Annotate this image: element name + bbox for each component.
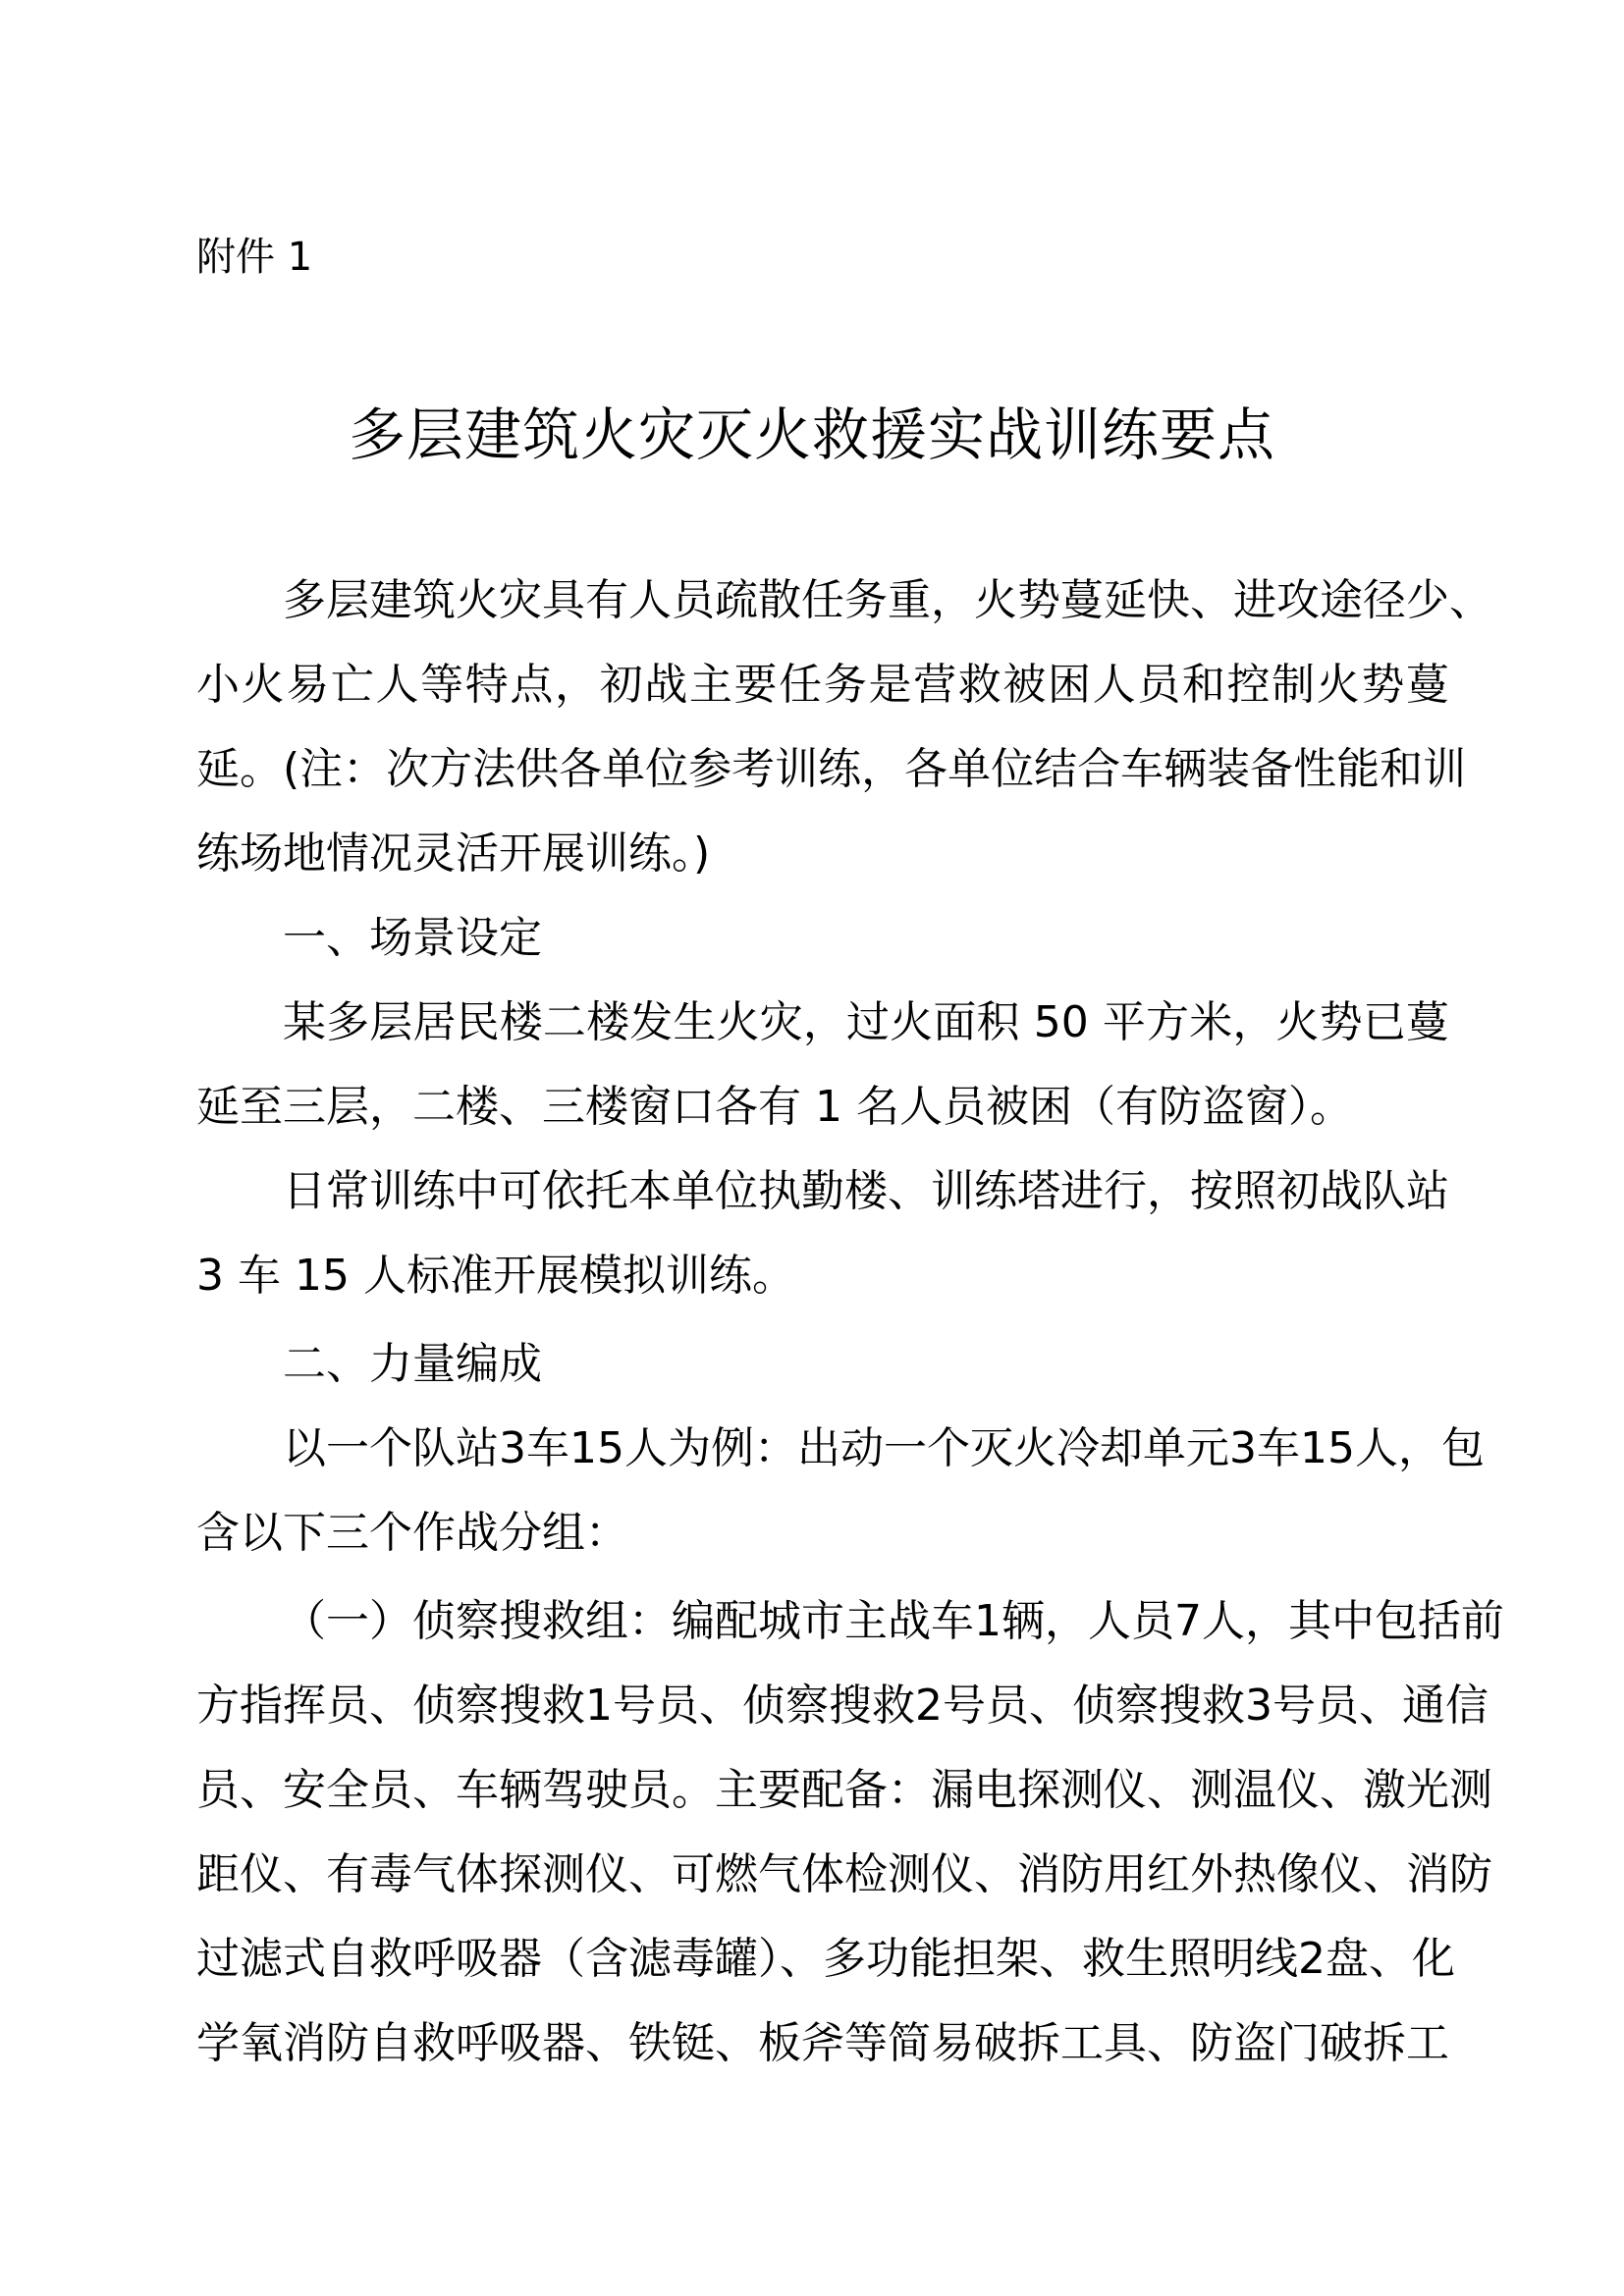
section-heading-forces: [196, 1322, 1449, 1407]
text-line: 延。(注：次方法供各单位参考训练，各单位结合车辆装备性能和训: [196, 744, 1467, 794]
text-line: 方指挥员、侦察搜救1号员、侦察搜救2号员、侦察搜救3号员、通信: [196, 1681, 1489, 1731]
text-line: 过滤式自救呼吸器（含滤毒罐）、多功能担架、救生照明线2盘、化: [196, 1934, 1455, 1984]
scenario-paragraph: [196, 981, 1449, 1149]
text-line: 以一个队站3车15人为例：出动一个灭火冷却单元3车15人，包: [283, 1423, 1485, 1473]
text-line: 某多层居民楼二楼发生火灾，过火面积 50 平方米，火势已蔓: [283, 997, 1449, 1047]
text-line: 3 车 15 人标准开展模拟训练。: [196, 1251, 795, 1301]
text-line: 距仪、有毒气体探测仪、可燃气体检测仪、消防用红外热像仪、消防: [196, 1849, 1492, 1899]
text-line: 一、场景设定: [283, 913, 542, 963]
attachment-label: 附件 1: [196, 235, 313, 280]
text-line: 练场地情况灵活开展训练。): [196, 828, 711, 879]
section-heading-scenario: [196, 896, 1449, 981]
text-line: 日常训练中可依托本单位执勤楼、训练塔进行，按照初战队站: [283, 1166, 1449, 1216]
text-line: 小火易亡人等特点，初战主要任务是营救被困人员和控制火势蔓: [196, 660, 1449, 710]
text-line: 二、力量编成: [283, 1339, 542, 1389]
document-title: 多层建筑火灾灭火救援实战训练要点: [348, 401, 1275, 468]
training-paragraph: [196, 1149, 1449, 1318]
text-line: 含以下三个作战分组：: [196, 1508, 628, 1558]
recon-rescue-group-paragraph: [196, 1579, 1504, 2086]
forces-paragraph: [196, 1407, 1485, 1575]
text-line: 延至三层，二楼、三楼窗口各有 1 名人员被困（有防盗窗）。: [196, 1082, 1353, 1132]
text-line: 学氧消防自救呼吸器、铁铤、板斧等简易破拆工具、防盗门破拆工: [196, 2018, 1449, 2068]
document-body: [196, 559, 1504, 2086]
text-line: 多层建筑火灾具有人员疏散任务重，火势蔓延快、进攻途径少、: [283, 575, 1492, 625]
text-line: （一）侦察搜救组：编配城市主战车1辆，人员7人，其中包括前: [283, 1596, 1504, 1646]
text-line: 员、安全员、车辆驾驶员。主要配备：漏电探测仪、测温仪、激光测: [196, 1765, 1492, 1815]
intro-paragraph: [196, 559, 1492, 896]
